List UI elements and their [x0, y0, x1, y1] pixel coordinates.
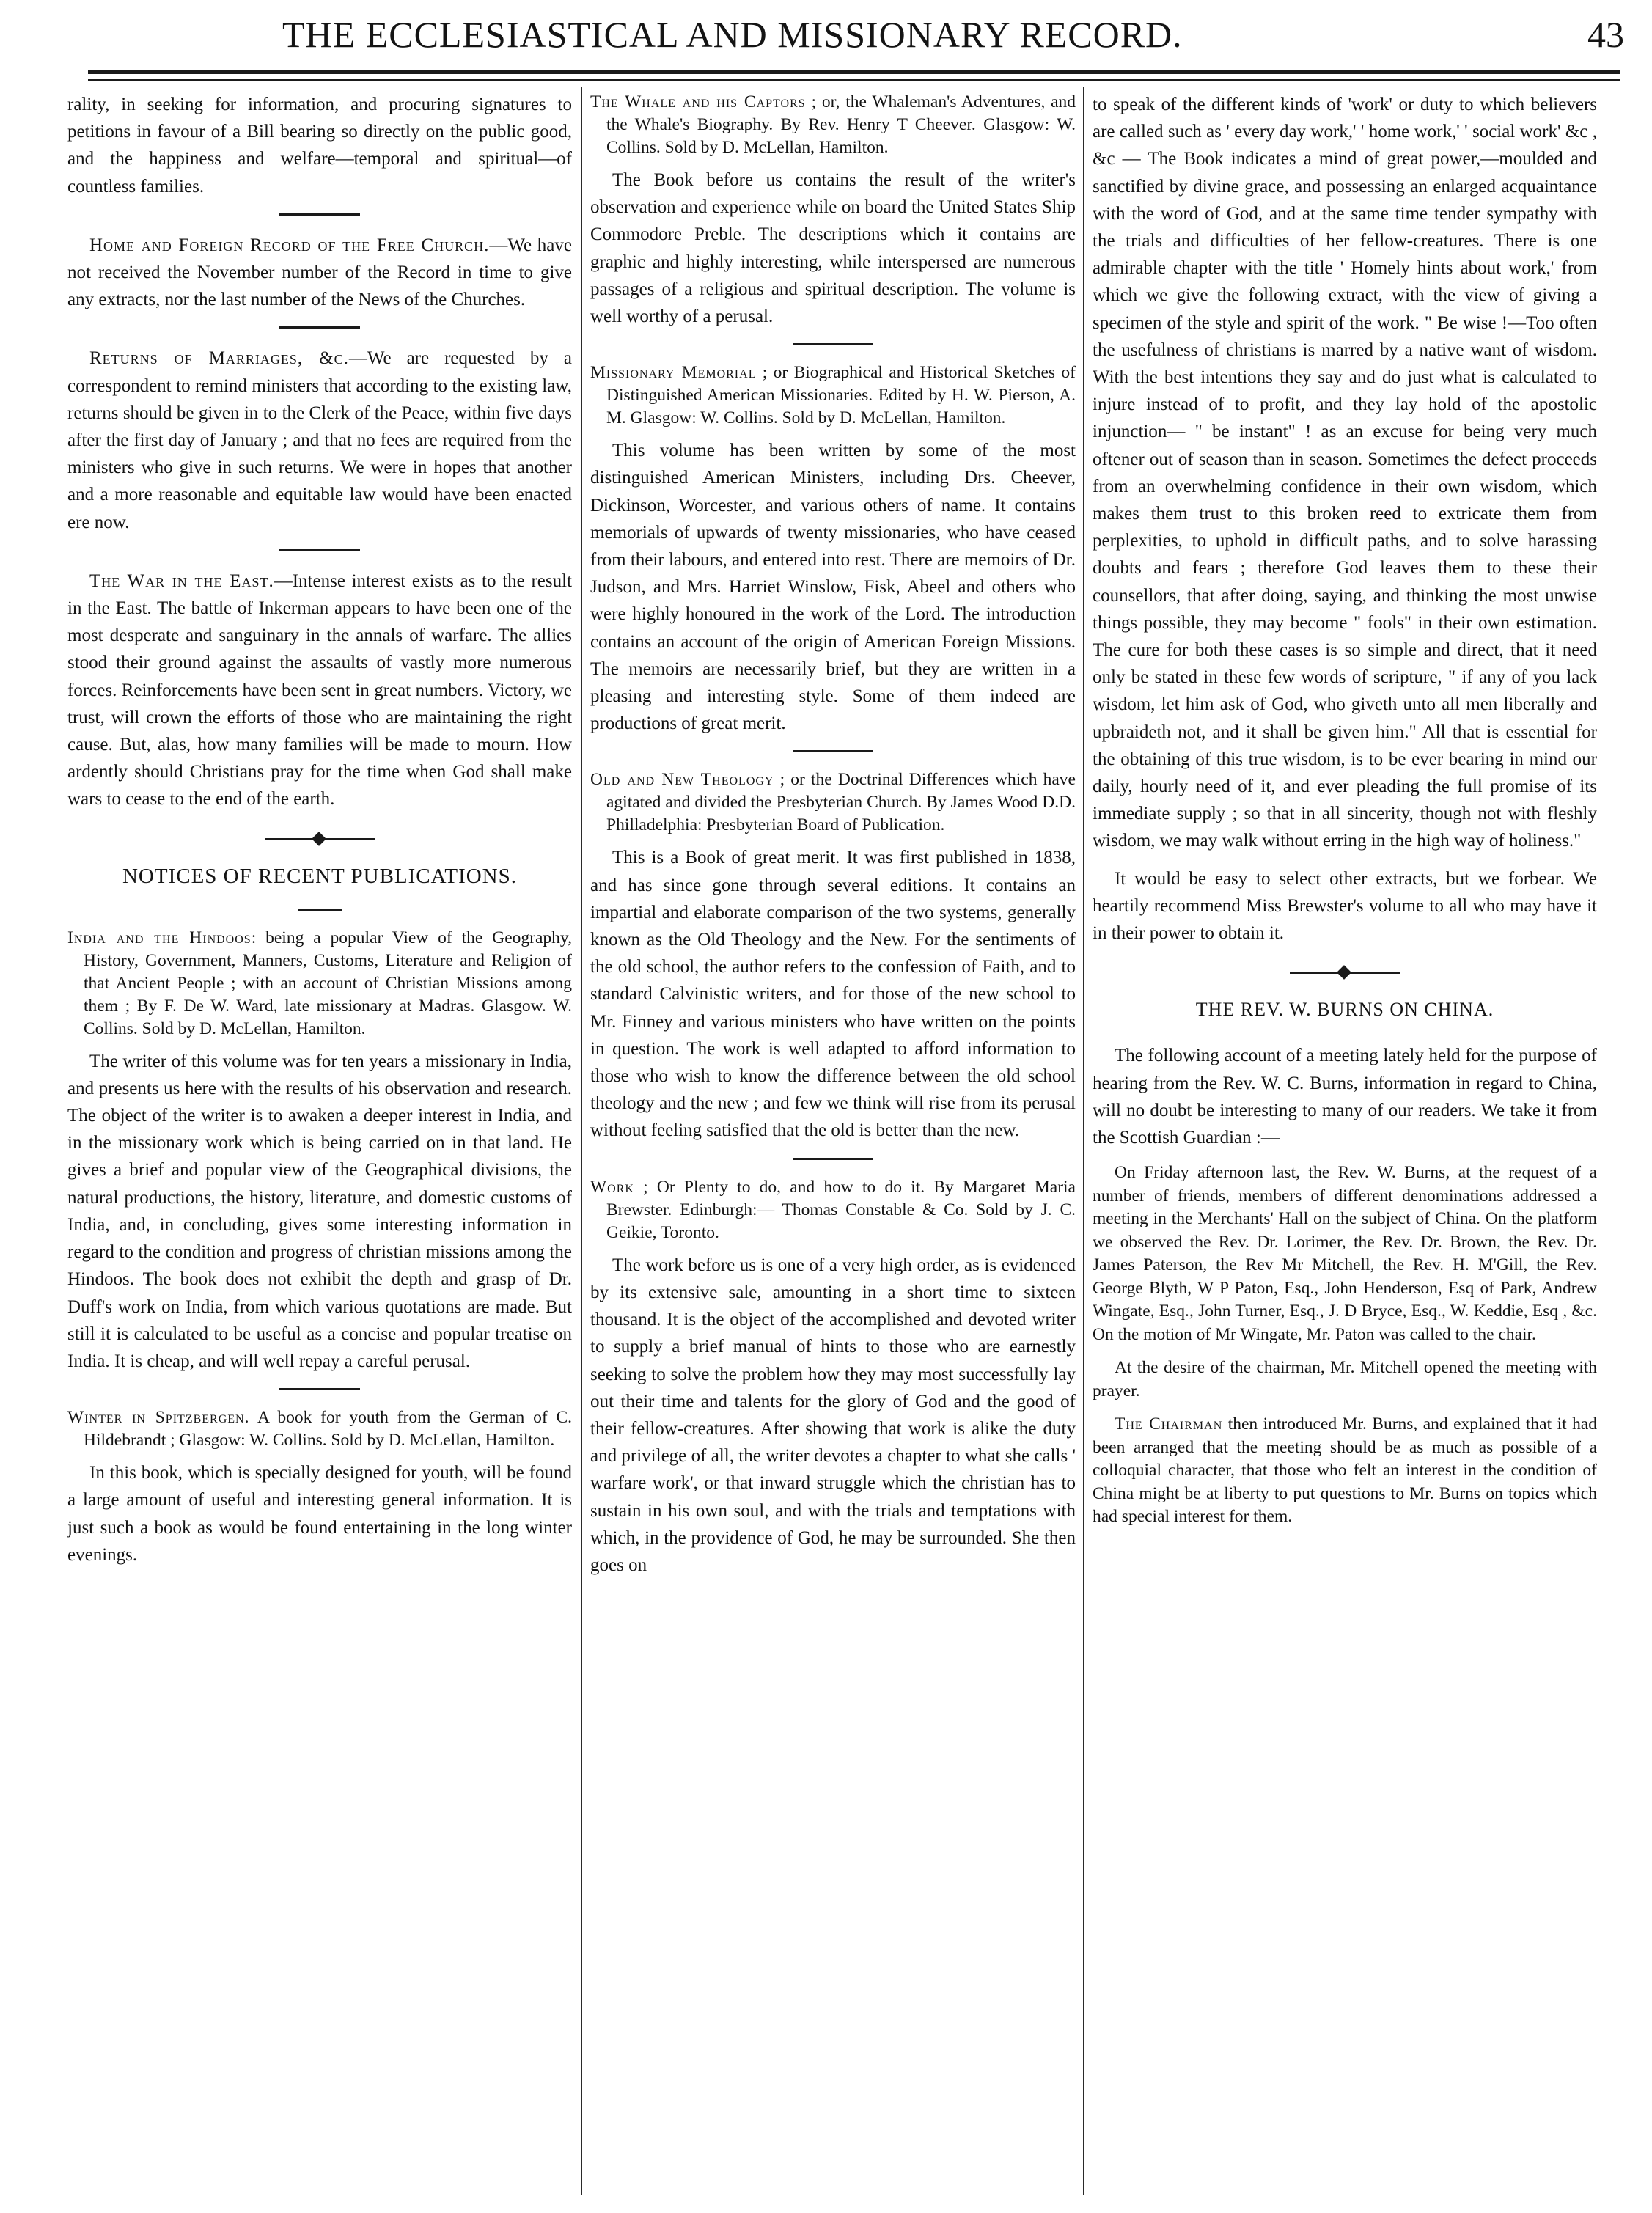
paragraph: The writer of this volume was for ten years a missionary in India, and presents us here with the results of his observation and research. The object of the writer is to awaken a deeper interest in India, and in the missionary work which is being carried on in that land. He gives a brief and popular view of the Geographical divisions, the natural productions, the history, literature, and domestic customs of India, and, in concluding, gives some interesting information in regard to the condition and progress of christian missions among the Hindoos. The book does not exhibit the depth and grasp of Dr. Duff's work on India, from which various quotations are made. But still it is calculated to be useful as a concise and popular treatise on India. It is cheap, and will well repay a careful perusal. — [67, 1051, 572, 1371]
item-heading: Home and Foreign Record of the Free Church. — [89, 235, 490, 255]
page-header — [29, 13, 1624, 65]
book-title: Work — [590, 1177, 634, 1197]
header-rule-thin — [88, 79, 1620, 81]
book-entry: Old and New Theology ; or the Doctrinal Differences which have agitated and divided the Presbyterian Church. By James Wood D.D. Philladelphia: Presbyterian Board of Publication. — [590, 770, 1076, 835]
paragraph: The following account of a meeting lately held for the purpose of hearing from the Rev. W. C. Burns, information in regard to China, will no doubt be interesting to many of our readers. We take it from the Scottish Guardian :— — [1093, 1046, 1597, 1148]
paragraph: This volume has been written by some of the most distinguished American Ministers, including Drs. Cheever, Dickinson, Worcester, and various others of name. It contains memorials of upwards of twenty missionaries, who have ceased from their labours, and entered into rest. There are memoirs of Dr. Judson, and Mrs. Harriet Winslow, Fisk, Abeel and others who were highly honoured in the work of the Lord. The introduction contains an account of the origin of American Foreign Missions. The memoirs are necessarily brief, but they are written in a pleasing and interesting style. Some of them indeed are productions of great merit. — [590, 441, 1076, 734]
column-2 — [590, 91, 1076, 2195]
item-heading: The Chairman — [1115, 1414, 1223, 1434]
paragraph: The War in the East.—Intense interest exists as to the result in the East. The battle of Inkerman appears to have been one of the most desperate and sanguinary in the annals of warfare. The allies stood their ground against the assaults of vastly more numerous forces. Reinforcements have been sent in great numbers. Victory, we trust, will crown the efforts of those who are maintaining the right cause. But, alas, how many families will be made to mourn. How ardently should Christians pray for the time when God shall make wars to cease to the end of the earth. — [67, 570, 572, 810]
paragraph: At the desire of the chairman, Mr. Mitchell opened the meeting with prayer. — [1093, 1358, 1597, 1401]
separator — [279, 213, 360, 216]
page-number: 43 — [1587, 14, 1624, 55]
section-heading: THE REV. W. BURNS ON CHINA. — [1195, 999, 1494, 1021]
paragraph: On Friday afternoon last, the Rev. W. Burns, at the request of a number of friends, members of different denominations addressed a meeting in the Merchants' Hall on the subject of China. On the platform we observed the Rev. Dr. Lorimer, the Rev. Dr. Brown, the Rev. Dr. James Paterson, the Rev Mr Mitchell, the Rev. H. M'Gill, the Rev. George Blyth, W P Paton, Esq., John Henderson, Esq of Park, Andrew Wingate, Esq., John Turner, Esq., J. D Bryce, Esq., W. Keddie, Esq , &c. On the motion of Mr Wingate, Mr. Paton was called to the chair. — [1093, 1163, 1597, 1344]
paragraph: The work before us is one of a very high order, as is evidenced by its extensive sale, amounting in a short time to sixteen thousand. It is the object of the accomplished and devoted writer to supply a brief manual of hints to those who are earnestly seeking to solve the problem how they may most successfully lay out their time and talents for the glory of God and the good of their fellow-creatures. After showing that work is alike the duty and privilege of all, the writer devotes a chapter to what she calls ' warfare work', or that inward struggle which the christian has to sustain in his own soul, and with the trials and temptations with which, in the providence of God, he may be surrounded. She then goes on — [590, 1255, 1076, 1575]
paragraph: This is a Book of great merit. It was first published in 1838, and has since gone through several editions. It contains an impartial and elaborate comparison of the two systems, generally known as the Old Theology and the New. For the sentiments of the old school, the author refers to the confession of Faith, and to standard Calvinistic writers, and for those of the new school to Mr. Finney and various ministers who have written on the points in question. The work is well adapted to afford information to those who wish to know the difference between the old school theology and the new ; and few we think will rise from its perusal without feeling satisfied that the old is better than the new. — [590, 848, 1076, 1141]
column-divider — [1083, 87, 1084, 2195]
column-divider — [581, 87, 582, 2195]
ornament-divider — [265, 832, 375, 845]
paragraph: The Book before us contains the result of the writer's observation and experience while on board the United States Ship Commodore Preble. The descriptions which it contains are graphic and highly interesting, while interspersed are numerous passages of a religious and spiritual description. The volume is well worthy of a perusal. — [590, 170, 1076, 327]
separator — [793, 343, 873, 345]
book-title: Winter in Spitzbergen. — [67, 1408, 250, 1428]
separator — [793, 1158, 873, 1160]
book-entry: Work ; Or Plenty to do, and how to do it. By Margaret Maria Brewster. Edinburgh:— Thomas Constable & Co. Sold by J. C. Geikie, Toronto. — [590, 1177, 1076, 1242]
book-entry: Winter in Spitzbergen. A book for youth from the German of C. Hildebrandt ; Glasgow: W. Collins. Sold by D. McLellan, Hamilton. — [67, 1408, 572, 1450]
paragraph: It would be easy to select other extracts, but we forbear. We heartily recommend Miss Brewster's volume to all who may have it in their power to obtain it. — [1093, 868, 1597, 944]
running-title: THE ECCLESIASTICAL AND MISSIONARY RECORD. — [282, 14, 1183, 55]
book-title: The Whale and his Captors — [590, 92, 806, 111]
paragraph: Home and Foreign Record of the Free Church.—We have not received the November number of the Record in time to give any extracts, nor the last number of the News of the Churches. — [67, 235, 572, 310]
paragraph: Returns of Marriages, &c.—We are requested by a correspondent to remind ministers that according to the existing law, returns should be given in to the Clerk of the Peace, within five days after the first day of January ; and that no fees are required from the ministers who give in such returns. We were in hopes that another and a more reasonable and equitable law would have been enacted ere now. — [67, 348, 572, 532]
book-entry: Missionary Memorial ; or Biographical and Historical Sketches of Distinguished American Missionaries. Edited by H. W. Pierson, A. M. Glasgow: W. Collins. Sold by D. McLellan, Hamilton. — [590, 363, 1076, 428]
separator — [279, 1388, 360, 1390]
book-entry: The Whale and his Captors ; or, the Whaleman's Adventures, and the Whale's Biography. By Rev. Henry T Cheever. Glasgow: W. Collins. Sold by D. McLellan, Hamilton. — [590, 92, 1076, 157]
separator — [793, 750, 873, 752]
header-rule-thick — [88, 70, 1620, 74]
separator — [298, 909, 342, 911]
paragraph: rality, in seeking for information, and procuring signatures to petitions in favour of a Bill bearing so directly on the public good, and the happiness and welfare—temporal and spiritual—of countless families. — [67, 95, 572, 197]
ornament-divider — [1290, 966, 1400, 979]
book-entry: India and the Hindoos: being a popular View of the Geography, History, Government, Manners, Customs, Literature and Religion of that Ancient People ; with an account of Christian Missions among them ; By F. De W. Ward, late missionary at Madras. Glasgow. W. Collins. Sold by D. McLellan, Hamilton. — [67, 928, 572, 1038]
column-3 — [1093, 91, 1597, 2195]
book-title: Missionary Memorial — [590, 363, 757, 383]
paragraph: In this book, which is specially designed for youth, will be found a large amount of useful and interesting general information. It is just such a book as would be found entertaining in the long winter evenings. — [67, 1463, 572, 1565]
section-heading: NOTICES OF RECENT PUBLICATIONS. — [122, 864, 517, 888]
item-heading: Returns of Marriages, &c. — [89, 348, 349, 369]
separator — [279, 549, 360, 551]
column-1 — [67, 91, 572, 2195]
paragraph: to speak of the different kinds of 'work' or duty to which believers are called such as ' every day work,' ' home work,' ' social work' &c , &c — The Book indicates a mind of great power,—moulded and sanctified by divine grace, and possessing an enlarged acquaintance with the word of God, and at the same time tender sympathy with the trials and difficulties of her fellow-creatures. There is one admirable chapter with the title ' Homely hints about work,' from which we give the following extract, with the view of giving a specimen of the style and spirit of the work. " Be wise !—Too often the usefulness of christians is marred by a native want of wisdom. With the best intentions they say and do just what is calculated to injure instead of to profit, and they lay hold of the apostolic injunction— " be instant" ! as an excuse for being very much oftener out of season than in season. Sometimes the defect proceeds from an overwhelming confidence in their own wisdom, which makes them trust to this broken reed to extricate them from perplexities, to uphold in difficult paths, and to solve harassing doubts and fears ; therefore God leaves them to these their counsellors, that after doing, saying, and thinking the most unwise things possible, they may become " fools" in their own estimation. The cure for both these cases is so simple and direct, that it need only be stated in these few words of scripture, " if any of you lack wisdom, let him ask of God, who giveth unto all men liberally and upbraideth not, and it shall be given him." All that is essential for the obtaining of this true wisdom, is to be ever bearing in mind our daily, hourly need of it, and ever pleading the full promise of its immediate supply ; so that in all sincerity, though not with fleshly wisdom, we may walk without erring in the high way of holiness." — [1093, 95, 1597, 851]
paragraph: The Chairman then introduced Mr. Burns, and explained that it had been arranged that the meeting should be as much as possible of a colloquial character, that those who felt an interest in the condition of China might be at liberty to put questions to Mr. Burns on topics which had special interest for them. — [1093, 1414, 1597, 1527]
item-heading: The War in the East. — [89, 570, 274, 591]
separator — [279, 326, 360, 329]
book-title: India and the Hindoos — [67, 928, 252, 947]
book-title: Old and New Theology — [590, 770, 774, 790]
